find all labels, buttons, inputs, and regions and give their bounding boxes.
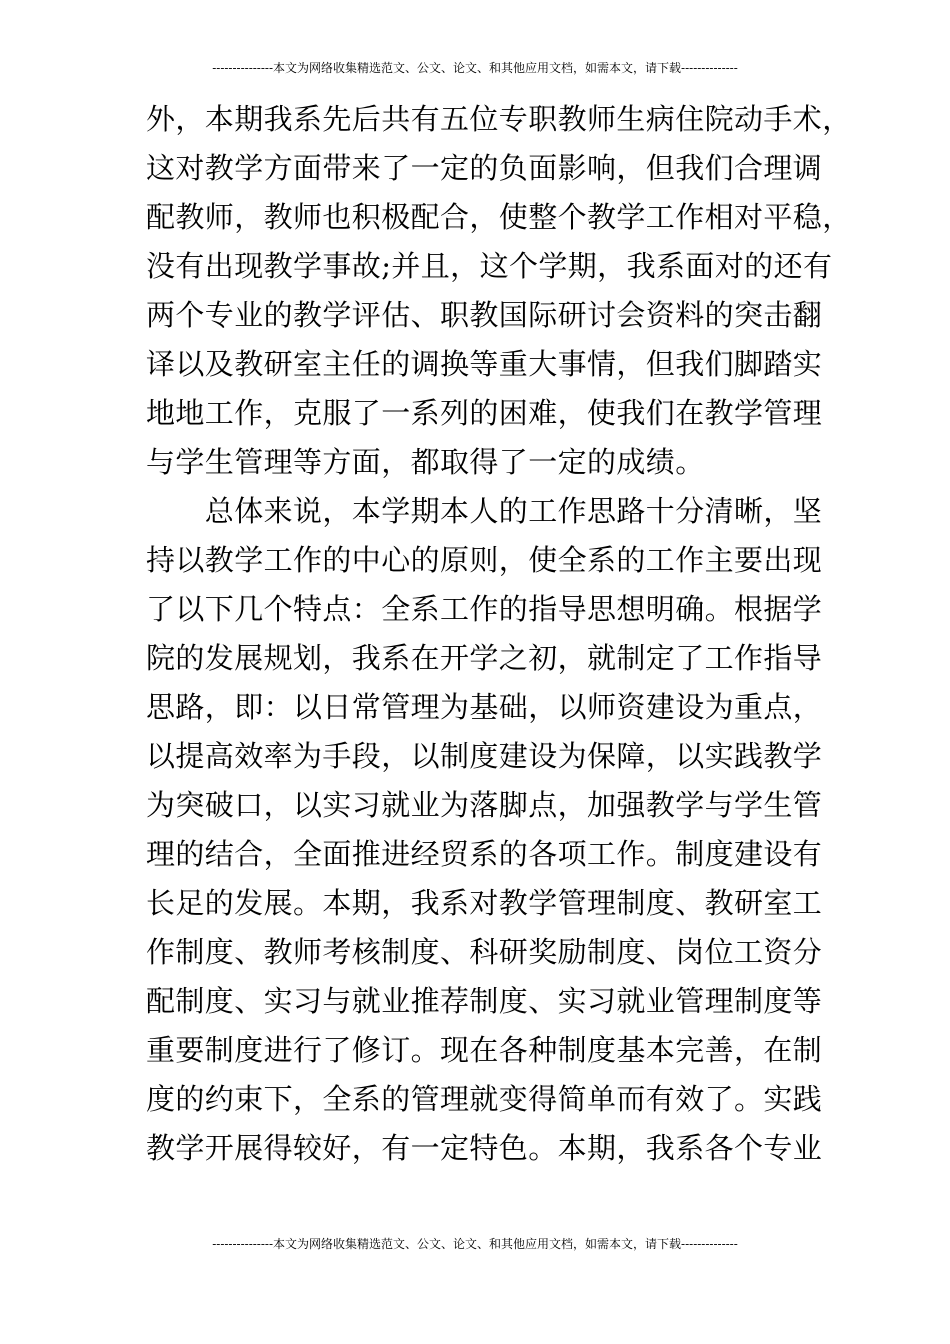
body-line: 两个专业的教学评估、职教国际研讨会资料的突击翻 — [146, 298, 823, 332]
body-line: 了以下几个特点：全系工作的指导思想明确。根据学 — [146, 592, 823, 626]
body-line: 这对教学方面带来了一定的负面影响，但我们合理调 — [146, 151, 823, 185]
document-body — [146, 95, 852, 1173]
body-line: 长足的发展。本期，我系对教学管理制度、教研室工 — [146, 886, 823, 920]
body-line: 配教师，教师也积极配合，使整个教学工作相对平稳， — [146, 200, 852, 234]
body-line: 作制度、教师考核制度、科研奖励制度、岗位工资分 — [146, 935, 823, 969]
body-line: 总体来说，本学期本人的工作思路十分清晰，坚 — [146, 494, 823, 528]
body-line: 持以教学工作的中心的原则，使全系的工作主要出现 — [146, 543, 823, 577]
body-line: 为突破口，以实习就业为落脚点，加强教学与学生管 — [146, 788, 823, 822]
body-line: 度的约束下，全系的管理就变得简单而有效了。实践 — [146, 1082, 823, 1116]
body-line: 与学生管理等方面，都取得了一定的成绩。 — [146, 445, 705, 479]
body-line: 以提高效率为手段，以制度建设为保障，以实践教学 — [146, 739, 823, 773]
footer-banner: ---------------本文为网络收集精选范文、公文、论文、和其他应用文档，如需本文，请下载-------------- — [212, 1237, 738, 1251]
body-line: 思路，即：以日常管理为基础，以师资建设为重点， — [146, 690, 823, 724]
body-line: 院的发展规划，我系在开学之初，就制定了工作指导 — [146, 641, 823, 675]
header-banner: ---------------本文为网络收集精选范文、公文、论文、和其他应用文档，如需本文，请下载-------------- — [212, 61, 738, 75]
body-line: 译以及教研室主任的调换等重大事情，但我们脚踏实 — [146, 347, 823, 381]
body-line: 重要制度进行了修订。现在各种制度基本完善，在制 — [146, 1033, 823, 1067]
body-line: 没有出现教学事故;并且，这个学期，我系面对的还有 — [146, 249, 833, 283]
body-line: 外，本期我系先后共有五位专职教师生病住院动手术， — [146, 102, 852, 136]
body-line: 地地工作，克服了一系列的困难，使我们在教学管理 — [146, 396, 823, 430]
body-line: 教学开展得较好，有一定特色。本期，我系各个专业 — [146, 1131, 823, 1165]
body-line: 理的结合，全面推进经贸系的各项工作。制度建设有 — [146, 837, 823, 871]
body-line: 配制度、实习与就业推荐制度、实习就业管理制度等 — [146, 984, 823, 1018]
